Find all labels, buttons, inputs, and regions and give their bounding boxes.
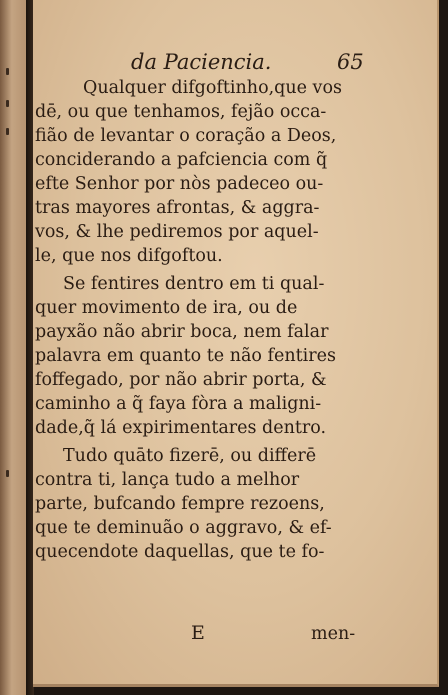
book-page [33,0,439,687]
text-line: tras mayores afrontas, & aggra- [35,198,320,218]
previous-page-edge [0,0,26,695]
text-line: Se fentires dentro em ti qual- [63,274,325,294]
text-line: quer movimento de ira, ou de [35,298,298,318]
text-line: contra ti, lança tudo a melhor [35,470,300,490]
text-line: que te deminuão o aggravo, & ef- [35,518,332,538]
catchword: men- [311,624,356,644]
text-line: parte, bufcando fempre rezoens, [35,494,325,514]
text-line: quecendote daquellas, que te fo- [35,542,325,562]
text-line: conciderando a pafciencia com q̃ [35,150,328,170]
running-title: da Paciencia. [131,50,272,74]
text-line: vos, & lhe pediremos por aquel- [35,222,319,242]
text-line: foffegado, por não abrir porta, & [35,370,327,390]
text-line: dade,q̃ lá expirimentares dentro. [35,418,327,438]
signature-mark: E [191,622,205,644]
previous-page-ink-mark [6,470,9,477]
text-line: Qualquer difgoftinho,que vos [83,78,342,98]
text-line: caminho a q̃ faya fòra a maligni- [35,394,322,414]
text-line: payxão não abrir boca, nem falar [35,322,329,342]
previous-page-ink-mark [6,68,9,75]
text-line: Tudo quāto fizerē, ou differē [63,446,317,466]
text-line: le, que nos difgoftou. [35,246,223,266]
page-footer [33,622,437,648]
page-number: 65 [337,50,364,74]
previous-page-ink-mark [6,128,9,135]
text-line: dē, ou que tenhamos, fejão occa- [35,102,327,122]
text-line: efte Senhor por nòs padeceo ou- [35,174,324,194]
text-line: palavra em quanto te não fentires [35,346,336,366]
page-header [33,50,437,76]
text-line: fião de levantar o coração a Deos, [35,126,337,146]
previous-page-ink-mark [6,100,9,107]
